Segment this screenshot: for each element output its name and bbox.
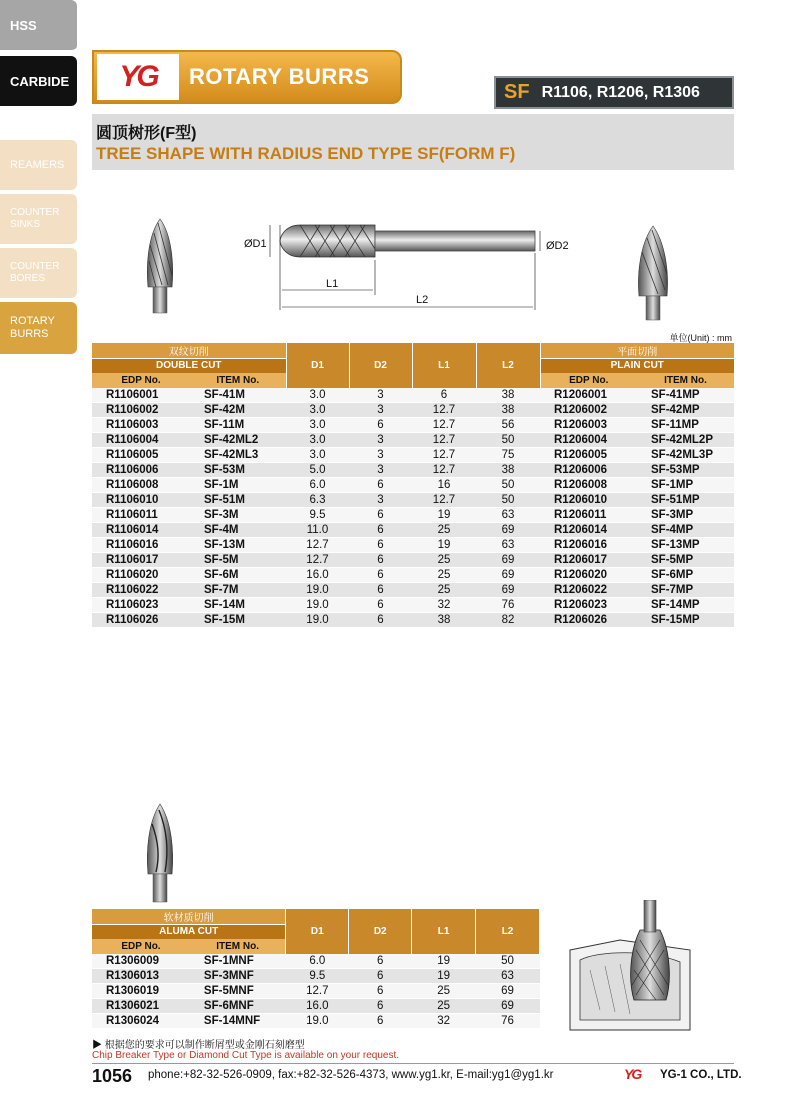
table-row	[92, 1014, 540, 1029]
main-cell: SF-14MP	[637, 598, 734, 613]
main-cell: R1106003	[92, 418, 190, 433]
main-cell: 25	[412, 583, 476, 598]
main-cell: SF-15MP	[637, 613, 734, 628]
burr-photo-right	[628, 222, 678, 322]
product-title-cn: 圆顶树形(F型)	[96, 125, 197, 142]
main-cell: 75	[476, 448, 540, 463]
main-cell: SF-3M	[190, 508, 286, 523]
table-row	[92, 448, 734, 463]
aluma-col-edp: EDP No.	[92, 939, 190, 954]
main-cell: 3	[349, 388, 412, 403]
main-spec-table	[92, 343, 734, 628]
main-cell: 6	[349, 598, 412, 613]
main-cell: SF-42ML2	[190, 433, 286, 448]
plain-cut-header: PLAIN CUT	[540, 359, 734, 373]
main-cell: R1206017	[540, 553, 637, 568]
main-cell: SF-1MP	[637, 478, 734, 493]
main-cell: 38	[476, 403, 540, 418]
series-codes: R1106, R1206, R1306	[541, 83, 700, 101]
main-cell: 6	[349, 583, 412, 598]
aluma-cell: 9.5	[286, 969, 349, 984]
aluma-cell: SF-1MNF	[190, 954, 286, 969]
aluma-cell: 25	[412, 984, 476, 999]
main-cell: R1106004	[92, 433, 190, 448]
table-row	[92, 463, 734, 478]
main-cell: SF-15M	[190, 613, 286, 628]
main-cell: 16	[412, 478, 476, 493]
main-cell: 38	[476, 463, 540, 478]
main-cell: 25	[412, 568, 476, 583]
label-l2: L2	[416, 294, 429, 306]
col-d1: D1	[286, 343, 349, 388]
table-row	[92, 388, 734, 403]
aluma-cell: SF-5MNF	[190, 984, 286, 999]
aluma-cell: 6	[349, 984, 412, 999]
main-cell: SF-7MP	[637, 583, 734, 598]
main-cell: SF-13M	[190, 538, 286, 553]
aluma-cell: 6	[349, 954, 412, 969]
table-row	[92, 493, 734, 508]
yg-logo: YG	[97, 54, 179, 100]
main-cell: 16.0	[286, 568, 349, 583]
main-cell: SF-51MP	[637, 493, 734, 508]
main-cell: SF-5M	[190, 553, 286, 568]
main-cell: 63	[476, 538, 540, 553]
main-cell: 6.3	[286, 493, 349, 508]
main-cell: 3	[349, 448, 412, 463]
unit-label: 单位(Unit) : mm	[669, 333, 732, 343]
table-row	[92, 523, 734, 538]
aluma-cell: 6.0	[286, 954, 349, 969]
aluma-col-l1: L1	[412, 909, 476, 954]
col-item: ITEM No.	[190, 373, 286, 388]
tab-rotary-burrs[interactable]	[0, 302, 77, 354]
main-cell: R1106020	[92, 568, 190, 583]
aluma-col-d2: D2	[349, 909, 412, 954]
tab-counter-sinks-label: COUNTER SINKS	[10, 207, 60, 230]
main-cell: 6.0	[286, 478, 349, 493]
note-cn: ▶ 根据您的要求可以制作断屑型或金刚石刻磨型	[92, 1040, 305, 1051]
main-cell: 6	[349, 553, 412, 568]
main-cell: 3.0	[286, 418, 349, 433]
aluma-cell: R1306013	[92, 969, 190, 984]
aluma-spec-table	[92, 909, 540, 1029]
burr-photo-aluma	[140, 800, 180, 905]
aluma-cell: 50	[476, 954, 540, 969]
aluma-cell: R1306019	[92, 984, 190, 999]
main-cell: 12.7	[412, 493, 476, 508]
table-row	[92, 418, 734, 433]
main-cell: 69	[476, 523, 540, 538]
main-cell: 6	[349, 508, 412, 523]
aluma-cell: 16.0	[286, 999, 349, 1014]
aluma-cut-header: ALUMA CUT	[92, 925, 286, 939]
main-cell: SF-11MP	[637, 418, 734, 433]
plain-cut-header-cn: 平面切削	[540, 343, 734, 359]
main-cell: 12.7	[286, 553, 349, 568]
main-cell: SF-13MP	[637, 538, 734, 553]
aluma-cell: R1306021	[92, 999, 190, 1014]
main-cell: 25	[412, 553, 476, 568]
main-cell: SF-42MP	[637, 403, 734, 418]
main-cell: 19.0	[286, 613, 349, 628]
main-cell: R1106001	[92, 388, 190, 403]
aluma-cell: 6	[349, 999, 412, 1014]
tab-counter-bores[interactable]	[0, 248, 77, 298]
table-row	[92, 478, 734, 493]
tab-counter-sinks[interactable]	[0, 194, 77, 244]
main-cell: 6	[349, 523, 412, 538]
main-cell: R1106014	[92, 523, 190, 538]
main-cell: SF-5MP	[637, 553, 734, 568]
main-cell: SF-14M	[190, 598, 286, 613]
double-cut-header-cn: 双纹切削	[92, 343, 286, 359]
main-cell: R1106026	[92, 613, 190, 628]
table-row	[92, 433, 734, 448]
tab-hss-label: HSS	[10, 17, 37, 33]
aluma-col-item: ITEM No.	[190, 939, 286, 954]
tab-hss[interactable]	[0, 0, 77, 52]
aluma-cell: 6	[349, 1014, 412, 1029]
main-cell: SF-7M	[190, 583, 286, 598]
main-cell: 12.7	[412, 463, 476, 478]
main-cell: SF-42ML3P	[637, 448, 734, 463]
table-row	[92, 999, 540, 1014]
main-cell: R1206014	[540, 523, 637, 538]
main-cell: SF-42ML2P	[637, 433, 734, 448]
aluma-cell: 19.0	[286, 1014, 349, 1029]
label-d2: ØD2	[546, 240, 569, 252]
main-cell: 3	[349, 463, 412, 478]
note-en: Chip Breaker Type or Diamond Cut Type is available on your request.	[92, 1050, 400, 1061]
main-cell: 3.0	[286, 448, 349, 463]
table-row	[92, 613, 734, 628]
main-cell: R1206016	[540, 538, 637, 553]
table-row	[92, 538, 734, 553]
burr-photo-left	[140, 215, 180, 315]
col-d2: D2	[349, 343, 412, 388]
main-cell: SF-53MP	[637, 463, 734, 478]
contact-info: phone:+82-32-526-0909, fax:+82-32-526-4373, www.yg1.kr, E-mail:yg1@yg1.kr	[148, 1069, 554, 1081]
main-cell: 19.0	[286, 598, 349, 613]
product-title-bar	[92, 114, 734, 170]
page-number: 1056	[92, 1066, 133, 1086]
main-cell: 12.7	[412, 433, 476, 448]
main-cell: 11.0	[286, 523, 349, 538]
main-cell: 56	[476, 418, 540, 433]
table-row	[92, 568, 734, 583]
main-cell: 32	[412, 598, 476, 613]
main-cell: 3	[349, 493, 412, 508]
aluma-cell: 19	[412, 969, 476, 984]
main-cell: SF-42ML3	[190, 448, 286, 463]
main-cell: 6	[349, 478, 412, 493]
aluma-cell: 6	[349, 969, 412, 984]
aluma-cell: 19	[412, 954, 476, 969]
main-cell: R1206008	[540, 478, 637, 493]
main-cell: SF-3MP	[637, 508, 734, 523]
main-cell: 69	[476, 568, 540, 583]
label-d1: ØD1	[244, 238, 267, 250]
main-cell: 38	[412, 613, 476, 628]
aluma-cell: SF-14MNF	[190, 1014, 286, 1029]
page-title: ROTARY BURRS	[189, 64, 370, 89]
main-cell: R1106002	[92, 403, 190, 418]
aluma-cut-header-cn: 软材质切削	[92, 909, 286, 925]
main-cell: R1106022	[92, 583, 190, 598]
main-cell: 12.7	[412, 448, 476, 463]
aluma-cell: 76	[476, 1014, 540, 1029]
main-cell: 3	[349, 403, 412, 418]
table-row	[92, 954, 540, 969]
main-cell: 12.7	[412, 403, 476, 418]
main-cell: 3	[349, 433, 412, 448]
aluma-cell: 25	[412, 999, 476, 1014]
main-cell: 50	[476, 493, 540, 508]
main-cell: R1206005	[540, 448, 637, 463]
main-cell: 63	[476, 508, 540, 523]
product-title-en: TREE SHAPE WITH RADIUS END TYPE SF(FORM F)	[96, 144, 516, 163]
main-cell: SF-11M	[190, 418, 286, 433]
main-cell: R1206004	[540, 433, 637, 448]
main-cell: SF-6MP	[637, 568, 734, 583]
tab-carbide-label: CARBIDE	[10, 73, 70, 89]
main-cell: 69	[476, 553, 540, 568]
col-l2: L2	[476, 343, 540, 388]
tab-reamers[interactable]	[0, 140, 77, 190]
main-cell: 82	[476, 613, 540, 628]
main-cell: R1106011	[92, 508, 190, 523]
main-cell: 6	[349, 568, 412, 583]
main-cell: R1106006	[92, 463, 190, 478]
main-cell: R1206006	[540, 463, 637, 478]
main-cell: SF-4M	[190, 523, 286, 538]
main-cell: 69	[476, 583, 540, 598]
main-cell: 6	[412, 388, 476, 403]
usage-illustration	[560, 900, 700, 1040]
main-cell: 9.5	[286, 508, 349, 523]
main-cell: R1206003	[540, 418, 637, 433]
double-cut-header: DOUBLE CUT	[92, 359, 286, 373]
dimension-drawing	[240, 215, 590, 325]
main-cell: R1206001	[540, 388, 637, 403]
main-cell: SF-41M	[190, 388, 286, 403]
tab-rotary-burrs-label: ROTARY BURRS	[10, 315, 55, 340]
main-cell: R1206023	[540, 598, 637, 613]
main-cell: SF-53M	[190, 463, 286, 478]
main-cell: SF-4MP	[637, 523, 734, 538]
main-cell: SF-42M	[190, 403, 286, 418]
main-cell: R1106016	[92, 538, 190, 553]
footer-divider	[92, 1063, 734, 1064]
series-badge	[494, 76, 734, 109]
tab-carbide[interactable]	[0, 56, 77, 106]
table-row	[92, 984, 540, 999]
main-cell: R1206026	[540, 613, 637, 628]
col-edp: EDP No.	[92, 373, 190, 388]
main-cell: 19.0	[286, 583, 349, 598]
main-cell: 5.0	[286, 463, 349, 478]
tab-reamers-label: REAMERS	[10, 159, 65, 171]
main-cell: SF-41MP	[637, 388, 734, 403]
main-cell: 12.7	[412, 418, 476, 433]
main-cell: R1106023	[92, 598, 190, 613]
aluma-cell: 63	[476, 969, 540, 984]
main-cell: 19	[412, 508, 476, 523]
main-cell: 6	[349, 613, 412, 628]
main-cell: R1106010	[92, 493, 190, 508]
col-item-plain: ITEM No.	[637, 373, 734, 388]
aluma-col-l2: L2	[476, 909, 540, 954]
aluma-cell: SF-6MNF	[190, 999, 286, 1014]
aluma-cell: R1306009	[92, 954, 190, 969]
aluma-cell: 12.7	[286, 984, 349, 999]
aluma-col-d1: D1	[286, 909, 349, 954]
main-cell: R1206002	[540, 403, 637, 418]
main-cell: 19	[412, 538, 476, 553]
series-prefix: SF	[504, 81, 530, 103]
main-cell: R1106017	[92, 553, 190, 568]
main-cell: R1206020	[540, 568, 637, 583]
main-cell: 50	[476, 433, 540, 448]
main-cell: R1206022	[540, 583, 637, 598]
main-cell: 38	[476, 388, 540, 403]
col-edp-plain: EDP No.	[540, 373, 637, 388]
aluma-cell: 69	[476, 984, 540, 999]
tab-counter-bores-label: COUNTER BORES	[10, 261, 60, 284]
main-cell: SF-1M	[190, 478, 286, 493]
main-cell: R1106008	[92, 478, 190, 493]
table-row	[92, 583, 734, 598]
table-row	[92, 553, 734, 568]
main-cell: 3.0	[286, 403, 349, 418]
main-cell: 6	[349, 418, 412, 433]
table-row	[92, 508, 734, 523]
main-cell: 25	[412, 523, 476, 538]
label-l1: L1	[326, 278, 339, 290]
main-cell: 12.7	[286, 538, 349, 553]
aluma-cell: 69	[476, 999, 540, 1014]
main-cell: 76	[476, 598, 540, 613]
table-row	[92, 969, 540, 984]
main-cell: R1206011	[540, 508, 637, 523]
footer-logo: YG	[624, 1066, 641, 1082]
table-row	[92, 598, 734, 613]
main-cell: 3.0	[286, 433, 349, 448]
main-cell: 6	[349, 538, 412, 553]
main-cell: 50	[476, 478, 540, 493]
company-name: YG-1 CO., LTD.	[660, 1069, 742, 1081]
aluma-cell: SF-3MNF	[190, 969, 286, 984]
main-cell: R1206010	[540, 493, 637, 508]
main-cell: 3.0	[286, 388, 349, 403]
brand-header	[92, 50, 402, 104]
col-l1: L1	[412, 343, 476, 388]
main-cell: R1106005	[92, 448, 190, 463]
aluma-cell: 32	[412, 1014, 476, 1029]
table-row	[92, 403, 734, 418]
main-cell: SF-51M	[190, 493, 286, 508]
main-cell: SF-6M	[190, 568, 286, 583]
aluma-cell: R1306024	[92, 1014, 190, 1029]
